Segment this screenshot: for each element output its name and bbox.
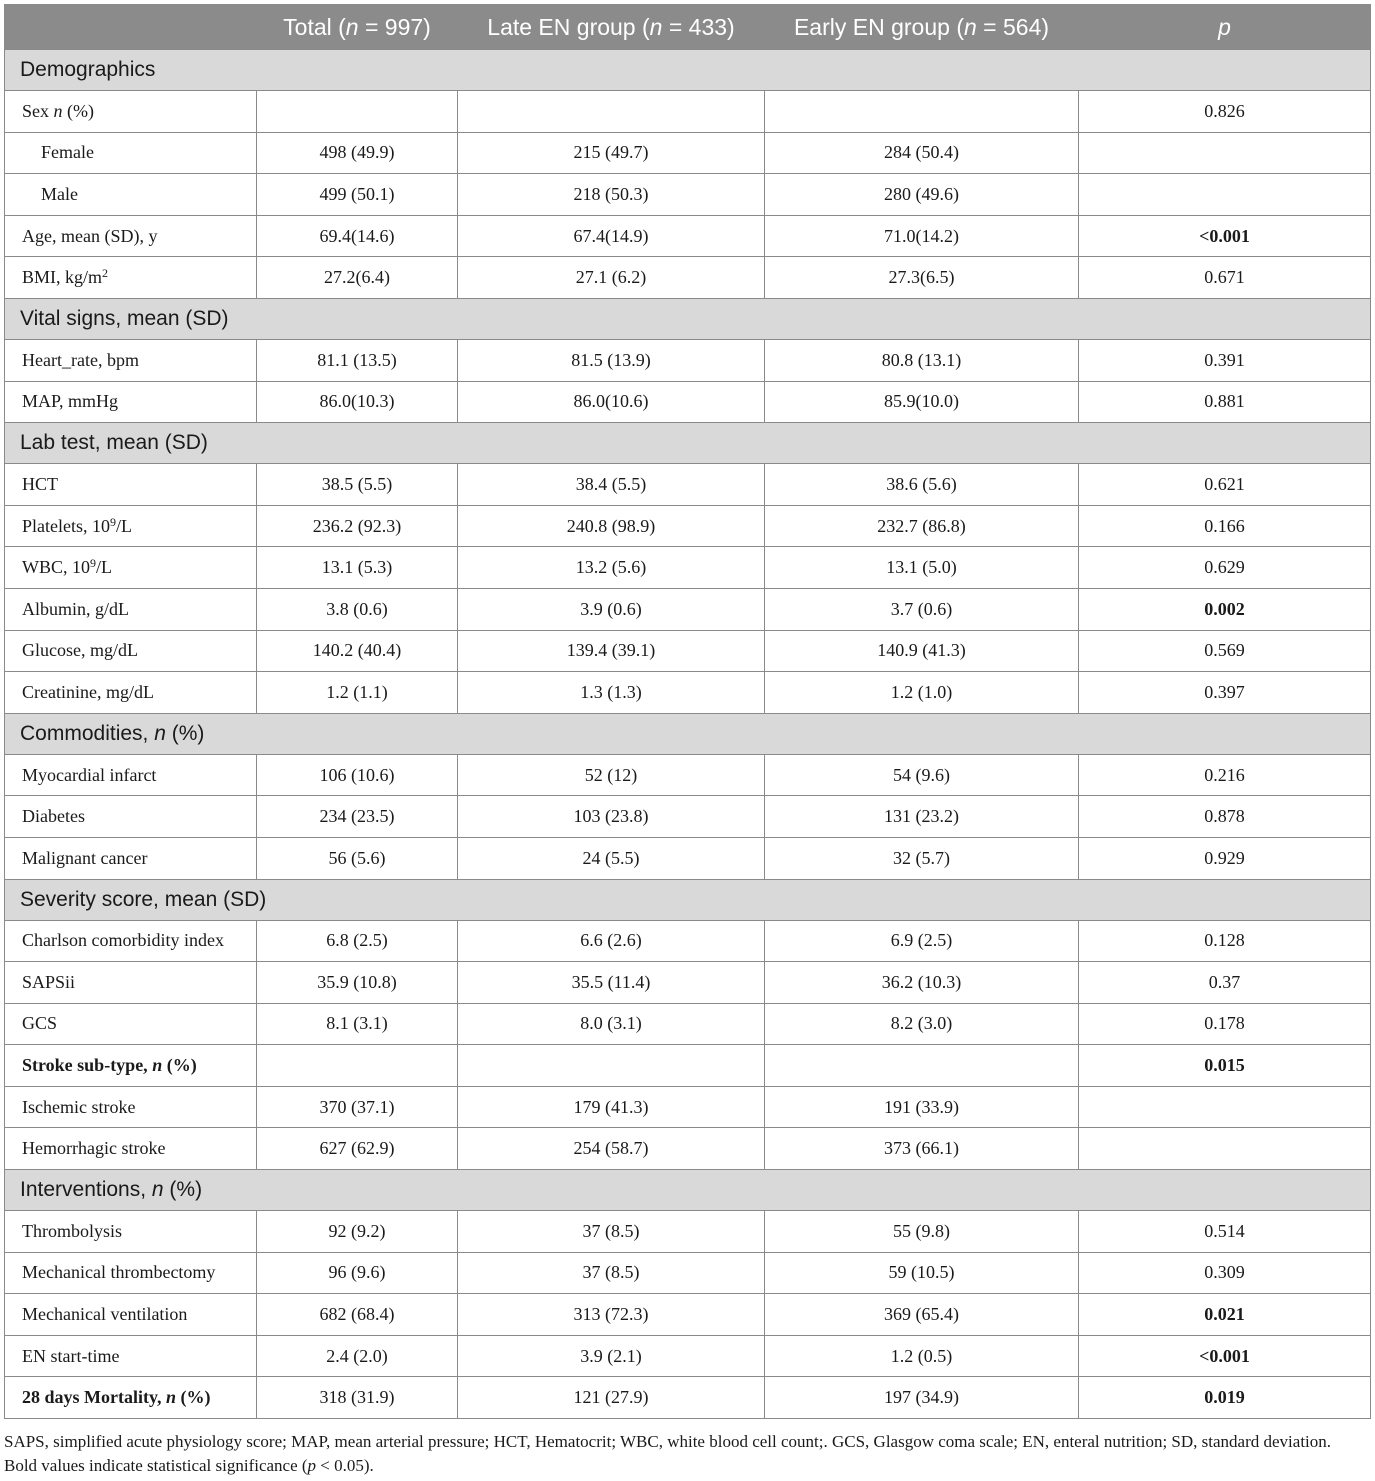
- cell-early-en: 131 (23.2): [765, 796, 1079, 838]
- table-row: [5, 962, 1371, 1004]
- section-title: Severity score, mean (SD): [5, 879, 1371, 920]
- cell-p-value: 0.878: [1079, 796, 1371, 838]
- table-row: [5, 588, 1371, 630]
- cell-late-en: 240.8 (98.9): [458, 505, 765, 547]
- row-label: Sex n (%): [5, 91, 257, 133]
- row-label: SAPSii: [5, 962, 257, 1004]
- cell-late-en: 3.9 (2.1): [458, 1335, 765, 1377]
- cell-total: 92 (9.2): [257, 1211, 458, 1253]
- cell-late-en: 81.5 (13.9): [458, 339, 765, 381]
- cell-late-en: 37 (8.5): [458, 1211, 765, 1253]
- cell-late-en: 254 (58.7): [458, 1128, 765, 1170]
- row-label: Male: [5, 174, 257, 216]
- cell-early-en: 373 (66.1): [765, 1128, 1079, 1170]
- cell-p-value: 0.826: [1079, 91, 1371, 133]
- section-title: Lab test, mean (SD): [5, 423, 1371, 464]
- header-total: Total (n = 997): [257, 5, 458, 50]
- cell-early-en: 55 (9.8): [765, 1211, 1079, 1253]
- table-row: [5, 132, 1371, 174]
- table-row: [5, 920, 1371, 962]
- cell-late-en: 38.4 (5.5): [458, 464, 765, 506]
- cell-early-en: 36.2 (10.3): [765, 962, 1079, 1004]
- cell-early-en: 3.7 (0.6): [765, 588, 1079, 630]
- cell-total: 35.9 (10.8): [257, 962, 458, 1004]
- cell-total: 81.1 (13.5): [257, 339, 458, 381]
- cell-p-value: 0.929: [1079, 837, 1371, 879]
- cell-early-en: 284 (50.4): [765, 132, 1079, 174]
- cell-late-en: 86.0(10.6): [458, 381, 765, 423]
- cell-total: 499 (50.1): [257, 174, 458, 216]
- cell-total: 2.4 (2.0): [257, 1335, 458, 1377]
- table-row: [5, 672, 1371, 714]
- table-row: [5, 91, 1371, 133]
- row-label: Glucose, mg/dL: [5, 630, 257, 672]
- table-row: [5, 464, 1371, 506]
- cell-total: 96 (9.6): [257, 1252, 458, 1294]
- table-row: [5, 215, 1371, 257]
- cell-late-en: 179 (41.3): [458, 1086, 765, 1128]
- cell-late-en: 52 (12): [458, 754, 765, 796]
- cell-late-en: 24 (5.5): [458, 837, 765, 879]
- cell-p-value: 0.514: [1079, 1211, 1371, 1253]
- row-label: Malignant cancer: [5, 837, 257, 879]
- row-label: Creatinine, mg/dL: [5, 672, 257, 714]
- table-row: [5, 1252, 1371, 1294]
- cell-early-en: 38.6 (5.6): [765, 464, 1079, 506]
- cell-early-en: 27.3(6.5): [765, 257, 1079, 299]
- row-label: Myocardial infarct: [5, 754, 257, 796]
- cell-p-value: 0.391: [1079, 339, 1371, 381]
- section-header-row: [5, 879, 1371, 920]
- cell-total: 627 (62.9): [257, 1128, 458, 1170]
- row-label: MAP, mmHg: [5, 381, 257, 423]
- cell-late-en: 1.3 (1.3): [458, 672, 765, 714]
- table-row: [5, 547, 1371, 589]
- cell-late-en: 67.4(14.9): [458, 215, 765, 257]
- cell-early-en: 6.9 (2.5): [765, 920, 1079, 962]
- row-label: BMI, $kg/m^2$: [5, 257, 257, 299]
- row-label: Albumin, g/dL: [5, 588, 257, 630]
- table-row: [5, 1377, 1371, 1419]
- cell-early-en: 197 (34.9): [765, 1377, 1079, 1419]
- cell-total: 3.8 (0.6): [257, 588, 458, 630]
- cell-early-en: [765, 1045, 1079, 1087]
- cell-p-value: 0.021: [1079, 1294, 1371, 1336]
- baseline-characteristics-table: [4, 4, 1371, 1419]
- table-footnote: [4, 1430, 1370, 1478]
- cell-p-value: 0.621: [1079, 464, 1371, 506]
- table-row: [5, 1211, 1371, 1253]
- table-row: [5, 505, 1371, 547]
- cell-total: 106 (10.6): [257, 754, 458, 796]
- row-label: Stroke sub-type, n (%): [5, 1045, 257, 1087]
- cell-late-en: 8.0 (3.1): [458, 1003, 765, 1045]
- cell-total: 236.2 (92.3): [257, 505, 458, 547]
- section-header-row: [5, 50, 1371, 91]
- cell-late-en: 35.5 (11.4): [458, 962, 765, 1004]
- table-row: [5, 1335, 1371, 1377]
- cell-late-en: 218 (50.3): [458, 174, 765, 216]
- table-row: [5, 630, 1371, 672]
- section-title: Interventions, n (%): [5, 1170, 1371, 1211]
- cell-p-value: 0.002: [1079, 588, 1371, 630]
- section-title: Commodities, n (%): [5, 713, 1371, 754]
- cell-p-value: 0.178: [1079, 1003, 1371, 1045]
- cell-late-en: 103 (23.8): [458, 796, 765, 838]
- cell-early-en: 232.7 (86.8): [765, 505, 1079, 547]
- row-label: Thrombolysis: [5, 1211, 257, 1253]
- cell-p-value: 0.397: [1079, 672, 1371, 714]
- section-header-row: [5, 423, 1371, 464]
- header-p-value: p: [1079, 5, 1371, 50]
- cell-early-en: 1.2 (0.5): [765, 1335, 1079, 1377]
- table-row: [5, 754, 1371, 796]
- cell-total: 682 (68.4): [257, 1294, 458, 1336]
- row-label: Age, mean (SD), y: [5, 215, 257, 257]
- cell-p-value: 0.019: [1079, 1377, 1371, 1419]
- section-header-row: [5, 298, 1371, 339]
- cell-late-en: 313 (72.3): [458, 1294, 765, 1336]
- cell-total: 38.5 (5.5): [257, 464, 458, 506]
- cell-total: 498 (49.9): [257, 132, 458, 174]
- header-late-en: Late EN group (n = 433): [458, 5, 765, 50]
- table-row: [5, 1128, 1371, 1170]
- cell-late-en: 215 (49.7): [458, 132, 765, 174]
- cell-late-en: 37 (8.5): [458, 1252, 765, 1294]
- row-label: Mechanical thrombectomy: [5, 1252, 257, 1294]
- row-label: Diabetes: [5, 796, 257, 838]
- cell-total: 6.8 (2.5): [257, 920, 458, 962]
- row-label: 28 days Mortality, n (%): [5, 1377, 257, 1419]
- cell-p-value: [1079, 174, 1371, 216]
- cell-early-en: 369 (65.4): [765, 1294, 1079, 1336]
- row-label: Hemorrhagic stroke: [5, 1128, 257, 1170]
- row-label: Platelets, $10^9/L$: [5, 505, 257, 547]
- cell-total: 318 (31.9): [257, 1377, 458, 1419]
- cell-p-value: 0.128: [1079, 920, 1371, 962]
- table-row: [5, 796, 1371, 838]
- row-label: Female: [5, 132, 257, 174]
- footnote-significance: Bold values indicate statistical significance (p < 0.05).: [4, 1456, 374, 1475]
- cell-early-en: 80.8 (13.1): [765, 339, 1079, 381]
- cell-total: 140.2 (40.4): [257, 630, 458, 672]
- cell-early-en: 59 (10.5): [765, 1252, 1079, 1294]
- section-title: Demographics: [5, 50, 1371, 91]
- cell-total: 8.1 (3.1): [257, 1003, 458, 1045]
- cell-late-en: 139.4 (39.1): [458, 630, 765, 672]
- cell-late-en: 13.2 (5.6): [458, 547, 765, 589]
- cell-p-value: 0.166: [1079, 505, 1371, 547]
- cell-late-en: 121 (27.9): [458, 1377, 765, 1419]
- cell-p-value: [1079, 1086, 1371, 1128]
- cell-p-value: 0.015: [1079, 1045, 1371, 1087]
- cell-early-en: 191 (33.9): [765, 1086, 1079, 1128]
- table-header-row: [5, 5, 1371, 50]
- cell-early-en: 8.2 (3.0): [765, 1003, 1079, 1045]
- cell-p-value: 0.569: [1079, 630, 1371, 672]
- cell-p-value: 0.881: [1079, 381, 1371, 423]
- cell-early-en: 85.9(10.0): [765, 381, 1079, 423]
- cell-p-value: 0.309: [1079, 1252, 1371, 1294]
- cell-total: 234 (23.5): [257, 796, 458, 838]
- section-header-row: [5, 713, 1371, 754]
- cell-p-value: [1079, 1128, 1371, 1170]
- cell-late-en: 27.1 (6.2): [458, 257, 765, 299]
- table-row: [5, 174, 1371, 216]
- row-label: Ischemic stroke: [5, 1086, 257, 1128]
- cell-p-value: 0.629: [1079, 547, 1371, 589]
- row-label: WBC, $10^9/L$: [5, 547, 257, 589]
- table-row: [5, 1086, 1371, 1128]
- section-title: Vital signs, mean (SD): [5, 298, 1371, 339]
- cell-early-en: 140.9 (41.3): [765, 630, 1079, 672]
- cell-p-value: 0.671: [1079, 257, 1371, 299]
- table-row: [5, 381, 1371, 423]
- table-row: [5, 257, 1371, 299]
- cell-total: 86.0(10.3): [257, 381, 458, 423]
- table-container: [4, 4, 1370, 1419]
- table-row: [5, 1045, 1371, 1087]
- header-early-en: Early EN group (n = 564): [765, 5, 1079, 50]
- cell-p-value: <0.001: [1079, 1335, 1371, 1377]
- cell-early-en: 1.2 (1.0): [765, 672, 1079, 714]
- cell-early-en: 54 (9.6): [765, 754, 1079, 796]
- cell-early-en: [765, 91, 1079, 133]
- table-row: [5, 1003, 1371, 1045]
- row-label: GCS: [5, 1003, 257, 1045]
- cell-p-value: <0.001: [1079, 215, 1371, 257]
- row-label: HCT: [5, 464, 257, 506]
- footnote-abbreviations: SAPS, simplified acute physiology score; MAP, mean arterial pressure; HCT, Hematocrit; WBC, white blood cell count;. GCS, Glasgow coma scale; EN, enteral nutrition; SD, standard deviation.: [4, 1432, 1332, 1451]
- cell-early-en: 280 (49.6): [765, 174, 1079, 216]
- cell-total: 13.1 (5.3): [257, 547, 458, 589]
- row-label: EN start-time: [5, 1335, 257, 1377]
- row-label: Charlson comorbidity index: [5, 920, 257, 962]
- cell-early-en: 32 (5.7): [765, 837, 1079, 879]
- cell-p-value: 0.216: [1079, 754, 1371, 796]
- cell-early-en: 71.0(14.2): [765, 215, 1079, 257]
- cell-total: [257, 91, 458, 133]
- cell-total: 370 (37.1): [257, 1086, 458, 1128]
- section-header-row: [5, 1170, 1371, 1211]
- cell-total: 56 (5.6): [257, 837, 458, 879]
- cell-total: 69.4(14.6): [257, 215, 458, 257]
- cell-late-en: 6.6 (2.6): [458, 920, 765, 962]
- cell-late-en: [458, 1045, 765, 1087]
- cell-late-en: 3.9 (0.6): [458, 588, 765, 630]
- table-row: [5, 1294, 1371, 1336]
- cell-p-value: 0.37: [1079, 962, 1371, 1004]
- table-row: [5, 339, 1371, 381]
- row-label: Mechanical ventilation: [5, 1294, 257, 1336]
- cell-early-en: 13.1 (5.0): [765, 547, 1079, 589]
- cell-late-en: [458, 91, 765, 133]
- cell-p-value: [1079, 132, 1371, 174]
- cell-total: 27.2(6.4): [257, 257, 458, 299]
- row-label: Heart_rate, bpm: [5, 339, 257, 381]
- table-body: [5, 50, 1371, 1419]
- table-row: [5, 837, 1371, 879]
- cell-total: 1.2 (1.1): [257, 672, 458, 714]
- cell-total: [257, 1045, 458, 1087]
- header-blank: [5, 5, 257, 50]
